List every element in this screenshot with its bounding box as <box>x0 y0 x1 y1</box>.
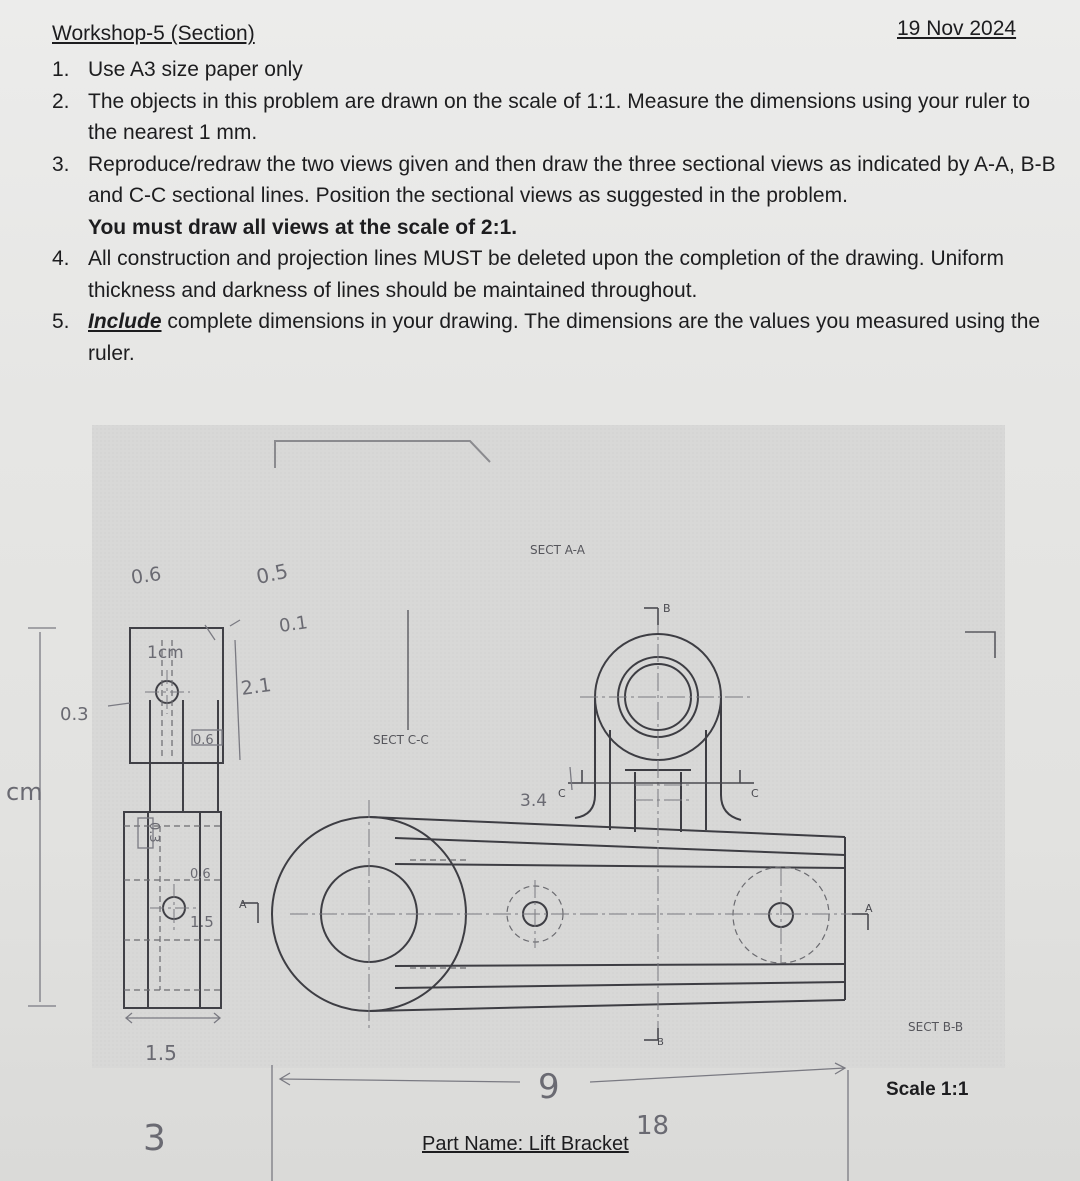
cutting-plane-a-left-label: A <box>239 898 247 911</box>
section-aa-label: SECT A-A <box>530 543 585 557</box>
note-0-1: 0.1 <box>277 612 310 637</box>
note-1cm: 1cm <box>147 643 184 663</box>
worksheet-date: 19 Nov 2024 <box>897 17 1017 40</box>
note-3: 3 <box>143 1118 166 1159</box>
note-1-5-width: 1.5 <box>145 1041 177 1065</box>
note-cm: cm <box>6 778 43 806</box>
section-bb-label: SECT B-B <box>908 1020 964 1034</box>
instruction-text: Reproduce/redraw the two views given and then draw the three sectional views as indicated by A-A, B-B and C-C sectional lines. Position the sectional views as suggested in the problem. <box>88 152 1056 207</box>
note-0-6-mid: 0.6 <box>193 733 214 748</box>
instruction-number: 2. <box>52 89 70 113</box>
note-0-3-vertical: 0.3 <box>146 822 161 843</box>
worksheet-title: Workshop-5 (Section) <box>52 22 255 45</box>
note-1-5-hole: 1.5 <box>190 913 214 931</box>
instruction-number: 4. <box>52 247 70 270</box>
instruction-text: All construction and projection lines MUST be deleted upon the completion of the drawing. Uniform thickness and darkness of lines should be maintained throughout. <box>88 247 1004 302</box>
instruction-text: Use A3 size paper only <box>88 58 303 81</box>
note-18: 18 <box>636 1111 670 1141</box>
part-name: Part Name: Lift Bracket <box>422 1133 629 1155</box>
instruction-text: complete dimensions in your drawing. The dimensions are the values you measured using the ruler. <box>88 310 1041 365</box>
note-3-4: 3.4 <box>520 791 548 811</box>
drawing-panel <box>92 425 1005 1068</box>
note-0-3-left: 0.3 <box>60 704 89 725</box>
instruction-emphasis: You must draw all views at the scale of 2:1. <box>88 215 518 239</box>
note-2-1: 2.1 <box>239 673 273 700</box>
scale-label: Scale 1:1 <box>886 1079 969 1100</box>
instruction-number: 1. <box>52 58 70 81</box>
cutting-plane-a-right-label: A <box>865 902 873 915</box>
instruction-text: The objects in this problem are drawn on the scale of 1:1. Measure the dimensions using your ruler to the nearest 1 mm. <box>88 89 1030 144</box>
cutting-plane-c-right-label: C <box>751 787 759 800</box>
note-0-6-top: 0.6 <box>129 562 163 589</box>
instruction-number: 5. <box>52 310 70 333</box>
instruction-number: 3. <box>52 152 70 176</box>
cutting-plane-b-top-label: B <box>663 602 671 615</box>
cutting-plane-c-left-label: C <box>558 787 566 800</box>
section-cc-label: SECT C-C <box>373 733 429 747</box>
note-0-6-low: 0.6 <box>190 867 211 882</box>
cutting-plane-b-bottom-label: B <box>657 1037 664 1048</box>
note-9: 9 <box>538 1067 560 1107</box>
instruction-lead: Include <box>88 310 162 333</box>
note-0-5: 0.5 <box>254 558 291 589</box>
